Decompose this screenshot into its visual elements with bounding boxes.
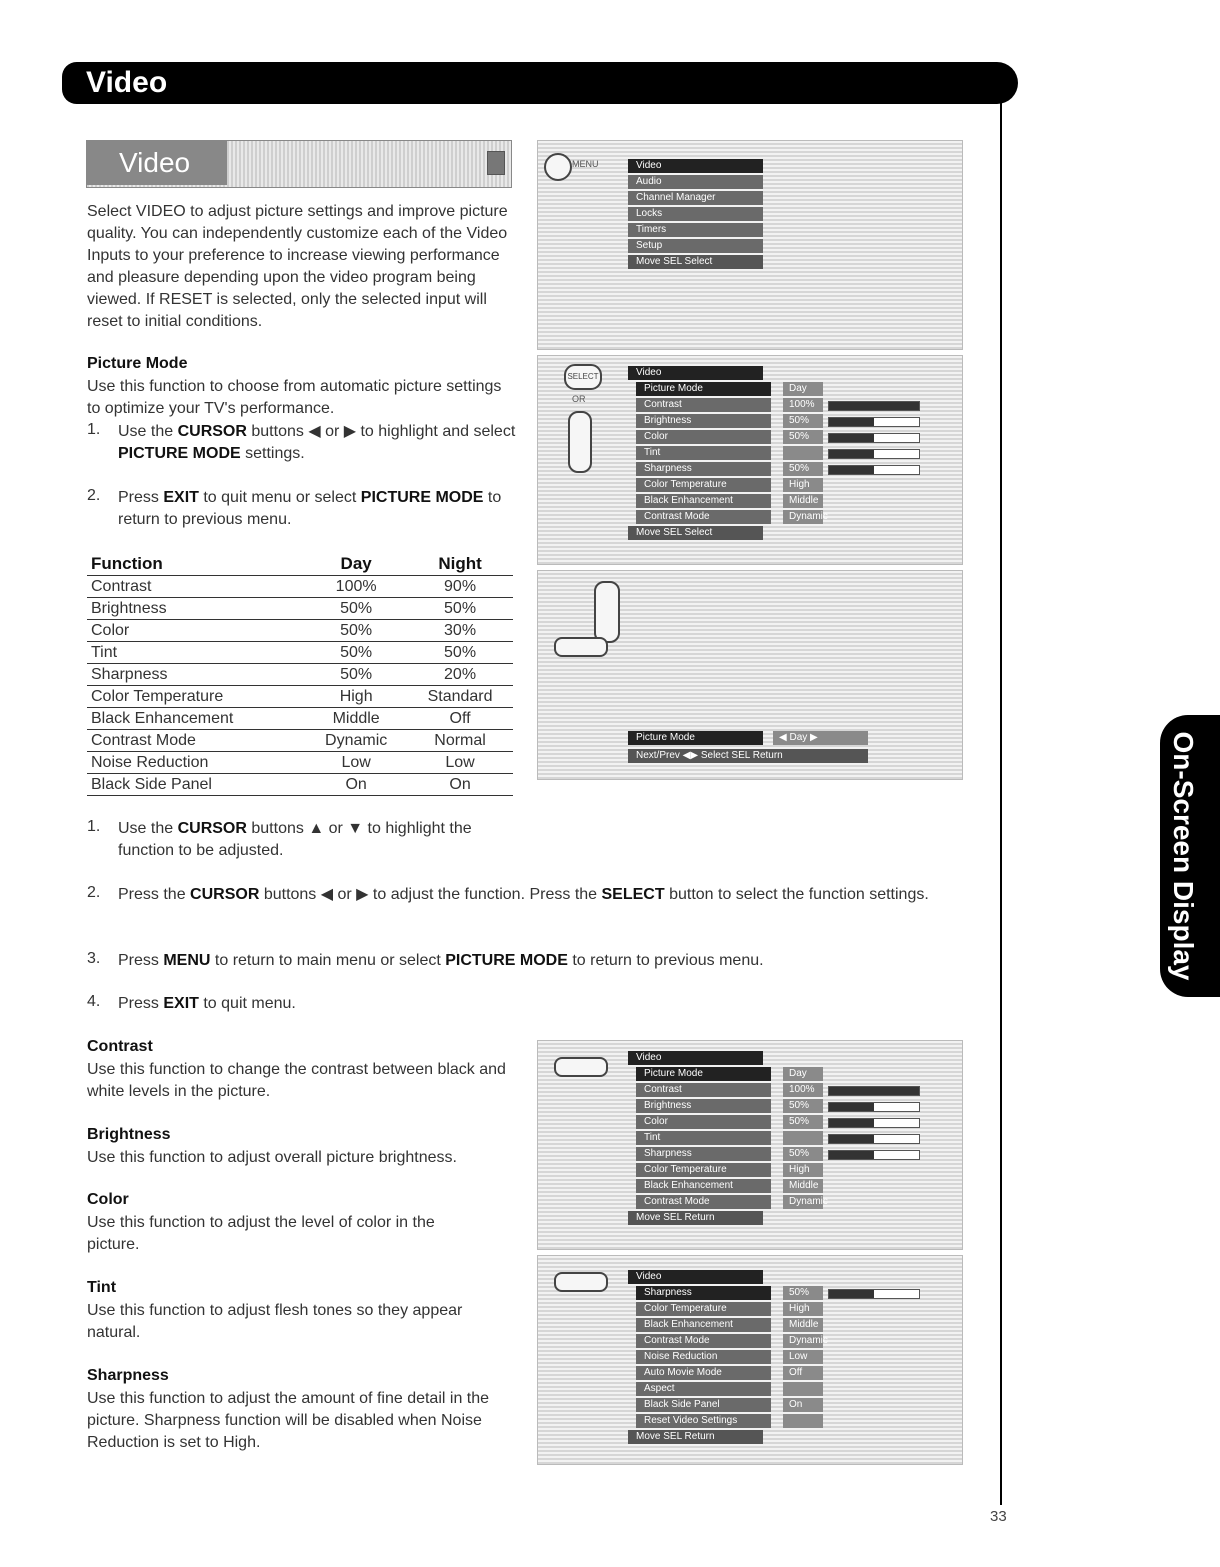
level-bar-fill: [829, 1119, 874, 1127]
menu-item: Timers: [628, 223, 763, 237]
level-bar: [828, 401, 920, 411]
night-cell: Low: [407, 752, 513, 774]
level-bar: [828, 1134, 920, 1144]
table-header-day: Day: [305, 552, 407, 576]
day-cell: On: [305, 774, 407, 796]
level-bar-fill: [829, 1103, 874, 1111]
level-bar: [828, 1102, 920, 1112]
night-cell: Off: [407, 708, 513, 730]
menu-value: Day: [783, 382, 823, 396]
screen-footer: Move SEL Select: [628, 255, 763, 269]
menu-value: 50%: [783, 414, 823, 428]
menu-value: On: [783, 1398, 823, 1412]
color-heading: Color: [87, 1191, 129, 1208]
menu-value: 50%: [783, 1286, 823, 1300]
menu-item: Setup: [628, 239, 763, 253]
picture-mode-step1: Use the CURSOR buttons ◀ or ▶ to highlight and select PICTURE MODE settings.: [118, 423, 516, 462]
menu-item: Sharpness: [636, 1286, 771, 1300]
screen-footer: Next/Prev ◀▶ Select SEL Return: [628, 749, 868, 763]
step-number: 1.: [87, 818, 101, 835]
tint-text: Use this function to adjust flesh tones so they appear natural.: [87, 1302, 463, 1341]
select-button-icon: SELECT: [564, 364, 602, 390]
function-cell: Brightness: [87, 598, 305, 620]
contrast-heading: Contrast: [87, 1038, 153, 1055]
day-cell: 100%: [305, 576, 407, 598]
table-row: [87, 730, 513, 752]
level-bar: [828, 1086, 920, 1096]
menu-value: [783, 1414, 823, 1428]
menu-item: Contrast Mode: [636, 510, 771, 524]
menu-value: High: [783, 478, 823, 492]
menu-item: Tint: [636, 1131, 771, 1145]
page-divider: [1000, 95, 1002, 1505]
level-bar: [828, 433, 920, 443]
menu-value: Middle: [783, 1179, 823, 1193]
level-bar-fill: [829, 402, 919, 410]
table-row: [87, 774, 513, 796]
menu-value: High: [783, 1302, 823, 1316]
menu-value: Off: [783, 1366, 823, 1380]
day-cell: Dynamic: [305, 730, 407, 752]
level-bar-fill: [829, 1087, 919, 1095]
picture-mode-text: Use this function to choose from automatic picture settings to optimize your TV's performance.: [87, 378, 502, 417]
menu-value: Middle: [783, 494, 823, 508]
menu-value: 50%: [783, 1147, 823, 1161]
level-bar: [828, 465, 920, 475]
picture-mode-value: ◀ Day ▶: [773, 731, 868, 745]
menu-item: Picture Mode: [636, 382, 771, 396]
level-bar-fill: [829, 1135, 874, 1143]
step-number: 4.: [87, 993, 101, 1010]
menu-item: Color: [636, 430, 771, 444]
page-number: 33: [990, 1508, 1007, 1525]
function-cell: Contrast: [87, 576, 305, 598]
day-cell: Middle: [305, 708, 407, 730]
menu-value: High: [783, 1163, 823, 1177]
side-tab-label: On-Screen Display: [1168, 731, 1199, 981]
table-header-row: [87, 552, 513, 576]
night-cell: Standard: [407, 686, 513, 708]
day-cell: 50%: [305, 598, 407, 620]
table-row: [87, 642, 513, 664]
function-cell: Color Temperature: [87, 686, 305, 708]
menu-item: Locks: [628, 207, 763, 221]
screen-footer: Move SEL Return: [628, 1430, 763, 1444]
level-bar: [828, 1289, 920, 1299]
menu-value: 100%: [783, 1083, 823, 1097]
day-cell: Low: [305, 752, 407, 774]
brightness-text: Use this function to adjust overall picture brightness.: [87, 1149, 457, 1166]
menu-item: Audio: [628, 175, 763, 189]
table-row: [87, 598, 513, 620]
screen-video-menu-adjust: [537, 1040, 963, 1250]
function-cell: Black Side Panel: [87, 774, 305, 796]
menu-item: Channel Manager: [628, 191, 763, 205]
adjust-step4: Press EXIT to quit menu.: [118, 995, 296, 1012]
menu-item: Auto Movie Mode: [636, 1366, 771, 1380]
menu-item: Sharpness: [636, 1147, 771, 1161]
menu-item: Contrast: [636, 1083, 771, 1097]
menu-title: Video: [628, 366, 763, 380]
picture-mode-row: Picture Mode: [628, 731, 763, 745]
picture-mode-heading: Picture Mode: [87, 355, 188, 372]
menu-value: Day: [783, 1067, 823, 1081]
menu-item: Black Side Panel: [636, 1398, 771, 1412]
menu-value: Middle: [783, 1318, 823, 1332]
screen-picture-mode: [537, 570, 963, 780]
table-row: [87, 708, 513, 730]
function-cell: Sharpness: [87, 664, 305, 686]
function-cell: Contrast Mode: [87, 730, 305, 752]
menu-item: Contrast Mode: [636, 1334, 771, 1348]
menu-item: Contrast Mode: [636, 1195, 771, 1209]
night-cell: 50%: [407, 642, 513, 664]
picture-mode-table: [87, 552, 513, 796]
menu-item: Sharpness: [636, 462, 771, 476]
day-cell: 50%: [305, 642, 407, 664]
menu-item: Video: [628, 159, 763, 173]
menu-item: Color Temperature: [636, 1163, 771, 1177]
menu-title: Video: [628, 1270, 763, 1284]
step-number: 2.: [87, 884, 101, 901]
night-cell: 50%: [407, 598, 513, 620]
video-banner-label: Video: [87, 141, 227, 185]
color-text: Use this function to adjust the level of color in the picture.: [87, 1214, 435, 1253]
table-header-function: Function: [87, 552, 305, 576]
screen-main-menu: [537, 140, 963, 350]
sharpness-heading: Sharpness: [87, 1367, 169, 1384]
picture-mode-step2: Press EXIT to quit menu or select PICTURE MODE to return to previous menu.: [118, 489, 502, 528]
screen-video-menu: [537, 355, 963, 565]
video-banner-icon: [487, 151, 505, 175]
intro-text: Select VIDEO to adjust picture settings and improve picture quality. You can independently customize each of the Video Inputs to your preference to increase viewing performance and pleasure depending upon the video program being viewed. If RESET is selected, only the selected input will reset to initial conditions.: [87, 203, 508, 330]
sharpness-text: Use this function to adjust the amount of fine detail in the picture. Sharpness function will be disabled when Noise Reduction is set to High.: [87, 1390, 490, 1451]
or-label: OR: [572, 394, 586, 404]
menu-item: Contrast: [636, 398, 771, 412]
step-number: 1.: [87, 421, 101, 438]
menu-item: Color: [636, 1115, 771, 1129]
level-bar: [828, 417, 920, 427]
menu-value: 50%: [783, 462, 823, 476]
level-bar-fill: [829, 418, 874, 426]
screen-video-menu-more: [537, 1255, 963, 1465]
menu-title: Video: [628, 1051, 763, 1065]
adjust-step3: Press MENU to return to main menu or select PICTURE MODE to return to previous menu.: [118, 952, 764, 969]
menu-item: Tint: [636, 446, 771, 460]
menu-value: 50%: [783, 1099, 823, 1113]
menu-value: Low: [783, 1350, 823, 1364]
menu-item: Color Temperature: [636, 1302, 771, 1316]
menu-value: 50%: [783, 1115, 823, 1129]
table-row: [87, 576, 513, 598]
night-cell: 30%: [407, 620, 513, 642]
menu-value: 50%: [783, 430, 823, 444]
menu-button-label: MENU: [572, 159, 599, 169]
level-bar: [828, 1150, 920, 1160]
screen-footer: Move SEL Select: [628, 526, 763, 540]
adjust-step1: Use the CURSOR buttons ▲ or ▼ to highlight the function to be adjusted.: [118, 820, 472, 859]
adjust-step2: Press the CURSOR buttons ◀ or ▶ to adjust the function. Press the SELECT button to select the function settings.: [118, 886, 929, 903]
cursor-down-button-icon: [554, 1057, 608, 1077]
screen-footer: Move SEL Return: [628, 1211, 763, 1225]
table-header-night: Night: [407, 552, 513, 576]
day-cell: High: [305, 686, 407, 708]
table-row: [87, 620, 513, 642]
function-cell: Black Enhancement: [87, 708, 305, 730]
function-cell: Noise Reduction: [87, 752, 305, 774]
menu-value: 100%: [783, 398, 823, 412]
cursor-right-button-icon: [594, 581, 620, 643]
menu-value: Dynamic: [783, 1195, 823, 1209]
menu-item: Brightness: [636, 1099, 771, 1113]
menu-value: [783, 446, 823, 460]
night-cell: On: [407, 774, 513, 796]
menu-item: Black Enhancement: [636, 494, 771, 508]
day-cell: 50%: [305, 620, 407, 642]
menu-item: Picture Mode: [636, 1067, 771, 1081]
table-row: [87, 686, 513, 708]
menu-button-icon: [544, 153, 572, 181]
menu-item: Aspect: [636, 1382, 771, 1396]
menu-item: Noise Reduction: [636, 1350, 771, 1364]
function-cell: Tint: [87, 642, 305, 664]
brightness-heading: Brightness: [87, 1126, 171, 1143]
level-bar-fill: [829, 434, 874, 442]
menu-item: Black Enhancement: [636, 1318, 771, 1332]
day-cell: 50%: [305, 664, 407, 686]
step-number: 3.: [87, 950, 101, 967]
section-title: Video: [86, 66, 168, 99]
contrast-text: Use this function to change the contrast between black and white levels in the picture.: [87, 1061, 506, 1100]
menu-item: Reset Video Settings: [636, 1414, 771, 1428]
night-cell: Normal: [407, 730, 513, 752]
menu-item: Black Enhancement: [636, 1179, 771, 1193]
step-number: 2.: [87, 487, 101, 504]
level-bar: [828, 449, 920, 459]
menu-item: Color Temperature: [636, 478, 771, 492]
night-cell: 90%: [407, 576, 513, 598]
level-bar-fill: [829, 1290, 874, 1298]
table-row: [87, 752, 513, 774]
menu-item: Brightness: [636, 414, 771, 428]
level-bar-fill: [829, 466, 874, 474]
level-bar: [828, 1118, 920, 1128]
section-header-bar: [62, 62, 1018, 104]
video-menu-banner: [86, 140, 512, 188]
menu-value: [783, 1382, 823, 1396]
menu-value: Dynamic: [783, 1334, 823, 1348]
level-bar-fill: [829, 450, 874, 458]
night-cell: 20%: [407, 664, 513, 686]
function-cell: Color: [87, 620, 305, 642]
table-row: [87, 664, 513, 686]
menu-value: [783, 1131, 823, 1145]
cursor-right-button-icon: [568, 411, 592, 473]
menu-value: Dynamic: [783, 510, 823, 524]
cursor-down-button-icon: [554, 637, 608, 657]
cursor-down-button-icon: [554, 1272, 608, 1292]
tint-heading: Tint: [87, 1279, 117, 1296]
level-bar-fill: [829, 1151, 874, 1159]
